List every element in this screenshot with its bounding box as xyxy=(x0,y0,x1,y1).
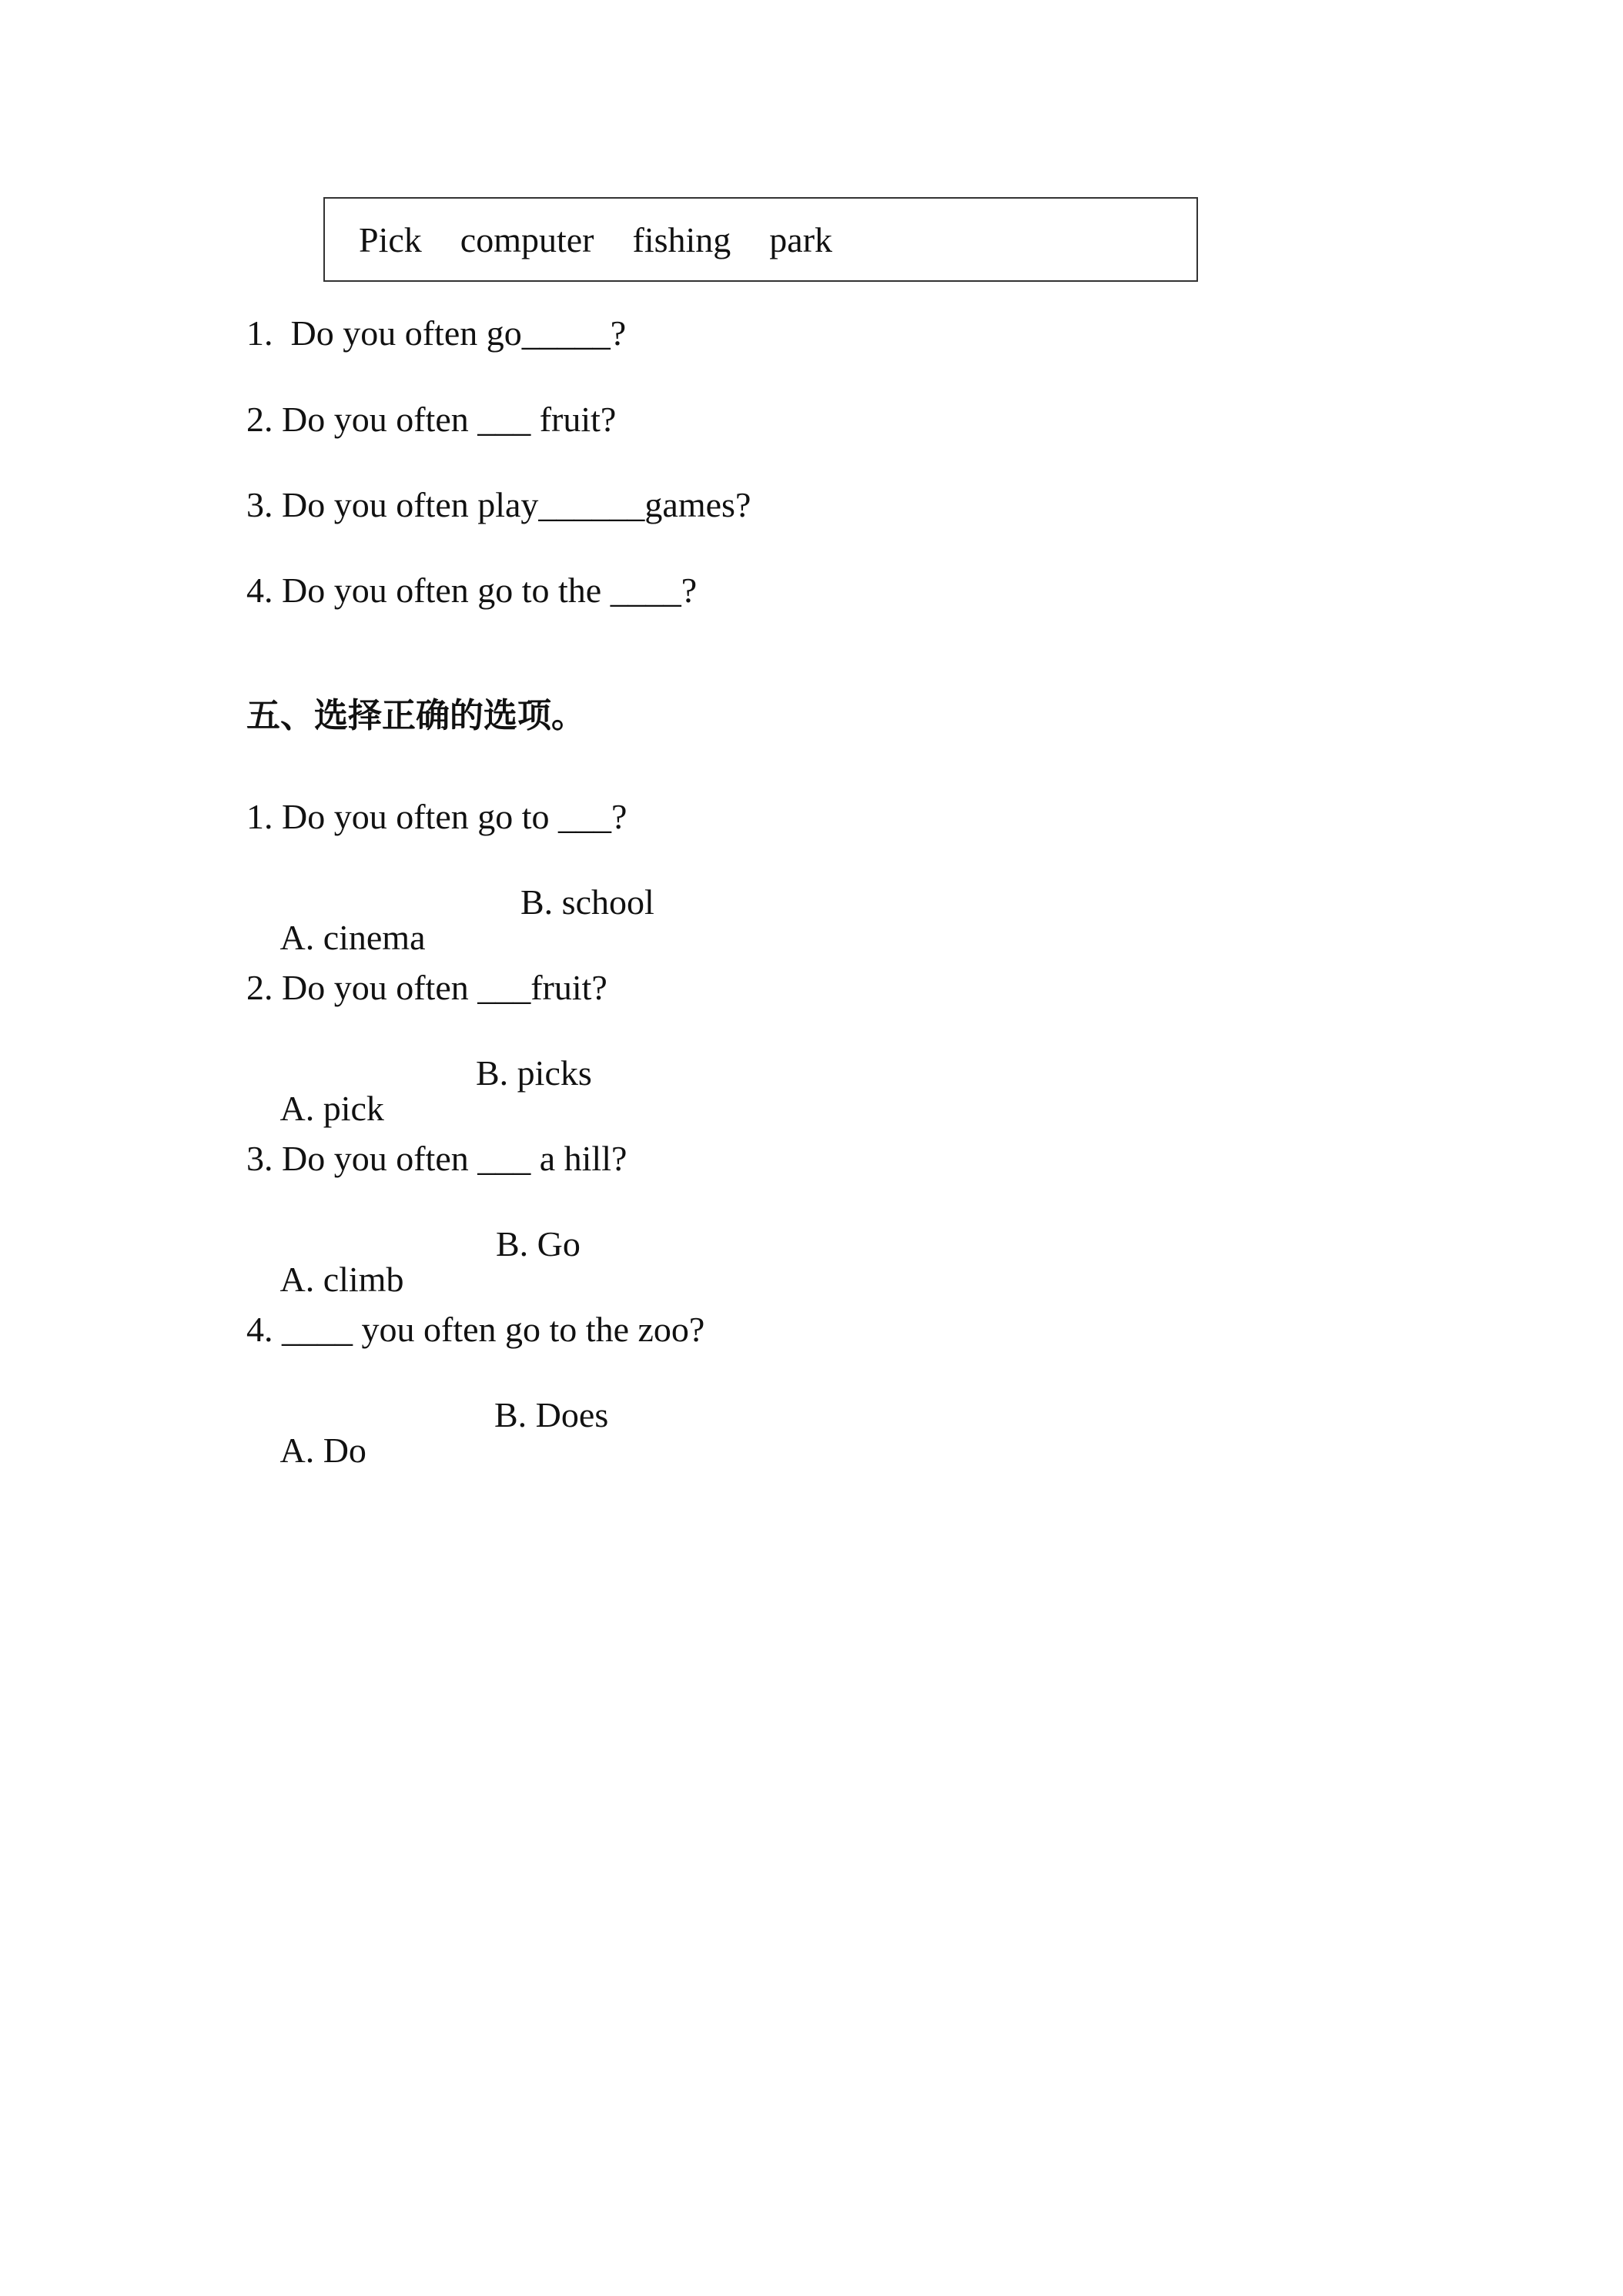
fill-blank-question-3: 3. Do you often play______games? xyxy=(246,485,751,524)
choice-options-4 xyxy=(246,1395,609,1539)
option-a: A. pick xyxy=(279,1089,384,1128)
choice-question-1: 1. Do you often go to ___? xyxy=(246,797,627,836)
choice-question-4: 4. ____ you often go to the zoo? xyxy=(246,1310,705,1349)
option-b: B. Does xyxy=(494,1395,609,1434)
word-bank-item: park xyxy=(769,219,833,259)
fill-blank-question-2: 2. Do you often ___ fruit? xyxy=(246,400,617,439)
option-a: A. climb xyxy=(279,1260,404,1299)
option-b: B. school xyxy=(520,882,654,922)
choice-question-2: 2. Do you often ___fruit? xyxy=(246,968,607,1007)
fill-blank-question-1: 1. Do you often go_____? xyxy=(246,313,627,353)
option-a: A. cinema xyxy=(279,918,426,957)
word-bank-item: Pick xyxy=(359,219,422,259)
word-bank-item: computer xyxy=(460,219,594,259)
option-a: A. Do xyxy=(279,1431,366,1470)
option-b: B. picks xyxy=(476,1053,592,1093)
section-title: 五、选择正确的选项。 xyxy=(246,696,585,735)
fill-blank-question-4: 4. Do you often go to the ____? xyxy=(246,571,698,610)
option-b: B. Go xyxy=(496,1224,581,1263)
word-bank-box xyxy=(323,197,1198,282)
choice-question-3: 3. Do you often ___ a hill? xyxy=(246,1139,627,1178)
word-bank-item: fishing xyxy=(632,219,731,259)
